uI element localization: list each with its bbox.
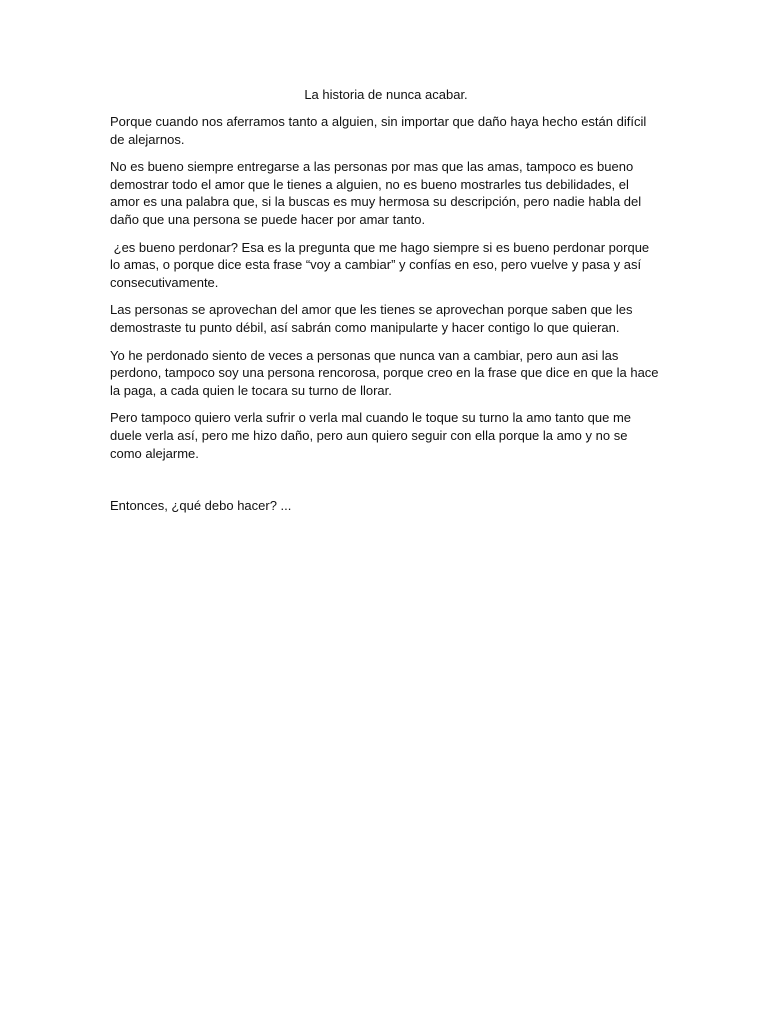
paragraph: ¿es bueno perdonar? Esa es la pregunta que me hago siempre si es bueno perdonar porque lo amas, o porque dice esta frase “voy a cambiar” y confías en eso, pero vuelve y pasa y así consecutivamente. bbox=[110, 239, 653, 290]
paragraph: No es bueno siempre entregarse a las personas por mas que las amas, tampoco es bueno demostrar todo el amor que le tienes a alguien, no es bueno mostrarles tus debilidades, el amor es una palabra que, si la buscas es muy hermosa su descripción, pero nadie habla del daño que una persona se puede hacer por amar tanto. bbox=[110, 159, 642, 227]
paragraph: Pero tampoco quiero verla sufrir o verla mal cuando le toque su turno la amo tanto que me duele verla así, pero me hizo daño, pero aun quiero seguir con ella porque la amo y no se como alejarme. bbox=[110, 410, 632, 461]
closing-line: Entonces, ¿qué debo hacer? ... bbox=[110, 498, 292, 514]
paragraph: Porque cuando nos aferramos tanto a alguien, sin importar que daño haya hecho están difícil de alejarnos. bbox=[110, 114, 647, 147]
paragraph: Las personas se aprovechan del amor que les tienes se aprovechan porque saben que les demostraste tu punto débil, así sabrán como manipularte y hacer contigo lo que quieran. bbox=[110, 302, 633, 335]
document-body bbox=[110, 86, 662, 525]
paragraph: Yo he perdonado siento de veces a personas que nunca van a cambiar, pero aun asi las perdono, tampoco soy una persona rencorosa, porque creo en la frase que dice en que la hace la paga, a cada quien le tocara su turno de llorar. bbox=[110, 347, 659, 398]
document-title: La historia de nunca acabar. bbox=[304, 87, 468, 102]
